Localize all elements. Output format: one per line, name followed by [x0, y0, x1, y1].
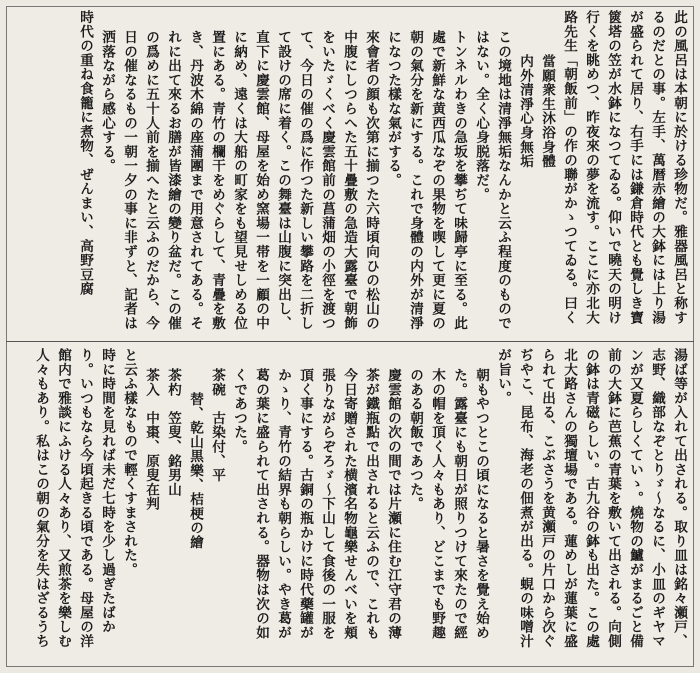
utensil-chaire: 茶入 中棗、原叟在判 [143, 368, 159, 512]
paragraph-light-finish: と云ふ樣なもので輕くすまされた。 [121, 348, 137, 577]
paragraph-time: 時に時間を見れば未だ七時を少し過ぎたばかり。いつもなら今頃起きる頃である。母屋の洋館内で雅談にふける人々あり、又煎茶を樂しむ人々もあり。私はこの朝の氣分を失はざるうち [33, 348, 115, 649]
upper-text-block [22, 10, 690, 332]
paragraph-bath: 此の風呂は本朝に於ける珍物だ。雅器風呂と称するのだとの事。左手、萬暦赤繪の大鉢には上り湯が盛られて居り、右手には鎌倉時代とも覺しき寶篋塔の笠が水鉢になつてゐる。仰いで曉天の明け行くを眺めつ、昨夜來の夢を流す。ここに亦北大路先生「朝飯前」の作の聯がかゝつてゐる。曰く [561, 10, 687, 325]
paragraph-dishes: 湯ば等が入れて出される。取り皿は銘々瀬戸、志野、織部なぞとりゞ〜なるに、小皿のギヤマンが又夏らしくていゝ。燒物の鱸がまるごと備前の大鉢に芭蕉の青葉を敷いて出される。向側の鉢は青磁らしい。古九谷の鉢も出た。この處北大路さんの獨壇場である。蓮めしが蓮葉に盛られて出る、こぶさうを黄瀬戸の片口から次ぐぢやこ、昆布、海老の佃煮が出る。蜆の味噌汁が旨い。 [495, 348, 687, 649]
couplet-line-1: 當願衆生沐浴身體 [539, 53, 555, 168]
paragraph-fruit: トンネルわきの急坂を攀ぢて味歸亭に至る。此處で新鮮な黄西瓜なぞの果物を喫して更に夏の朝の氣分を新にする。これで身體の内外が清淨になつた樣な氣がする。 [385, 30, 467, 331]
paragraph-purity: この境地は清淨無垢なんかと云ふ程度のものではない。全く心身脱落だ。 [473, 30, 511, 331]
paragraph-tea: 慶雲館の次の間では片瀬に住む江守君の薄茶が鐵瓶點で出されると云ふので、これも今日寄贈された横濱名物龜樂せんべいを頬張りながらぞろゞ〜下山して食後の一服を頂く事にする。古銅の瓶かけに時代藥罐がかゝり、青竹の結界も朝らしい。やき葛が葛の葉に盛られて出される。器物は次の如くであつた。 [231, 368, 401, 641]
utensil-chawan-alt: 替、乾山黒樂、桔梗の繪 [187, 391, 203, 549]
couplet-line-2: 内外清淨心身無垢 [517, 53, 533, 168]
utensil-chawan: 茶碗 古染付、平 [209, 368, 225, 483]
utensil-chashaku: 茶杓 笠叟、銘男山 [165, 368, 181, 498]
paragraph-morning-heat: 朝もやつとこの頃になると暑さを覺え始めた。露臺にも朝日が照りつけて來たので經木の帽を頂く人々もあり、どこまでも野趣のある朝飯であつた。 [407, 368, 489, 641]
section-divider [6, 341, 694, 342]
paragraph-dishes-start: 時代の重ね食籠に煮物、ぜんまい、高野豆腐 [77, 10, 93, 296]
lower-text-block [22, 348, 690, 654]
paragraph-terrace: 來會者の顔も次第に揃つた六時頃向ひの松山の中腹にしつらへた五十疊敷の急造大露臺で朝飾をいたゞくべく慶雲館前の菖蒲畑の小徑を渡つて、今日の催の爲に作つた新しい攀路を二折して設けの席に着く。この舞臺は山腹に突出し、直下に慶雲館、母屋を始め窯場一帯を一顧の中に納め、遠くは大船の町家をも望見せしめる位置にある。青竹の欄干をめぐらして、青疊を敷き、丹波木綿の座蒲團まで用意されてある。それに出て來るお膳が皆漆繪の變り盆だ。この催の爲めに五十人前を揃へたと云ふのだから、今日の催なるもの一朝一夕の事に非ずと、記者は洒落ながら感心する。 [99, 30, 379, 331]
